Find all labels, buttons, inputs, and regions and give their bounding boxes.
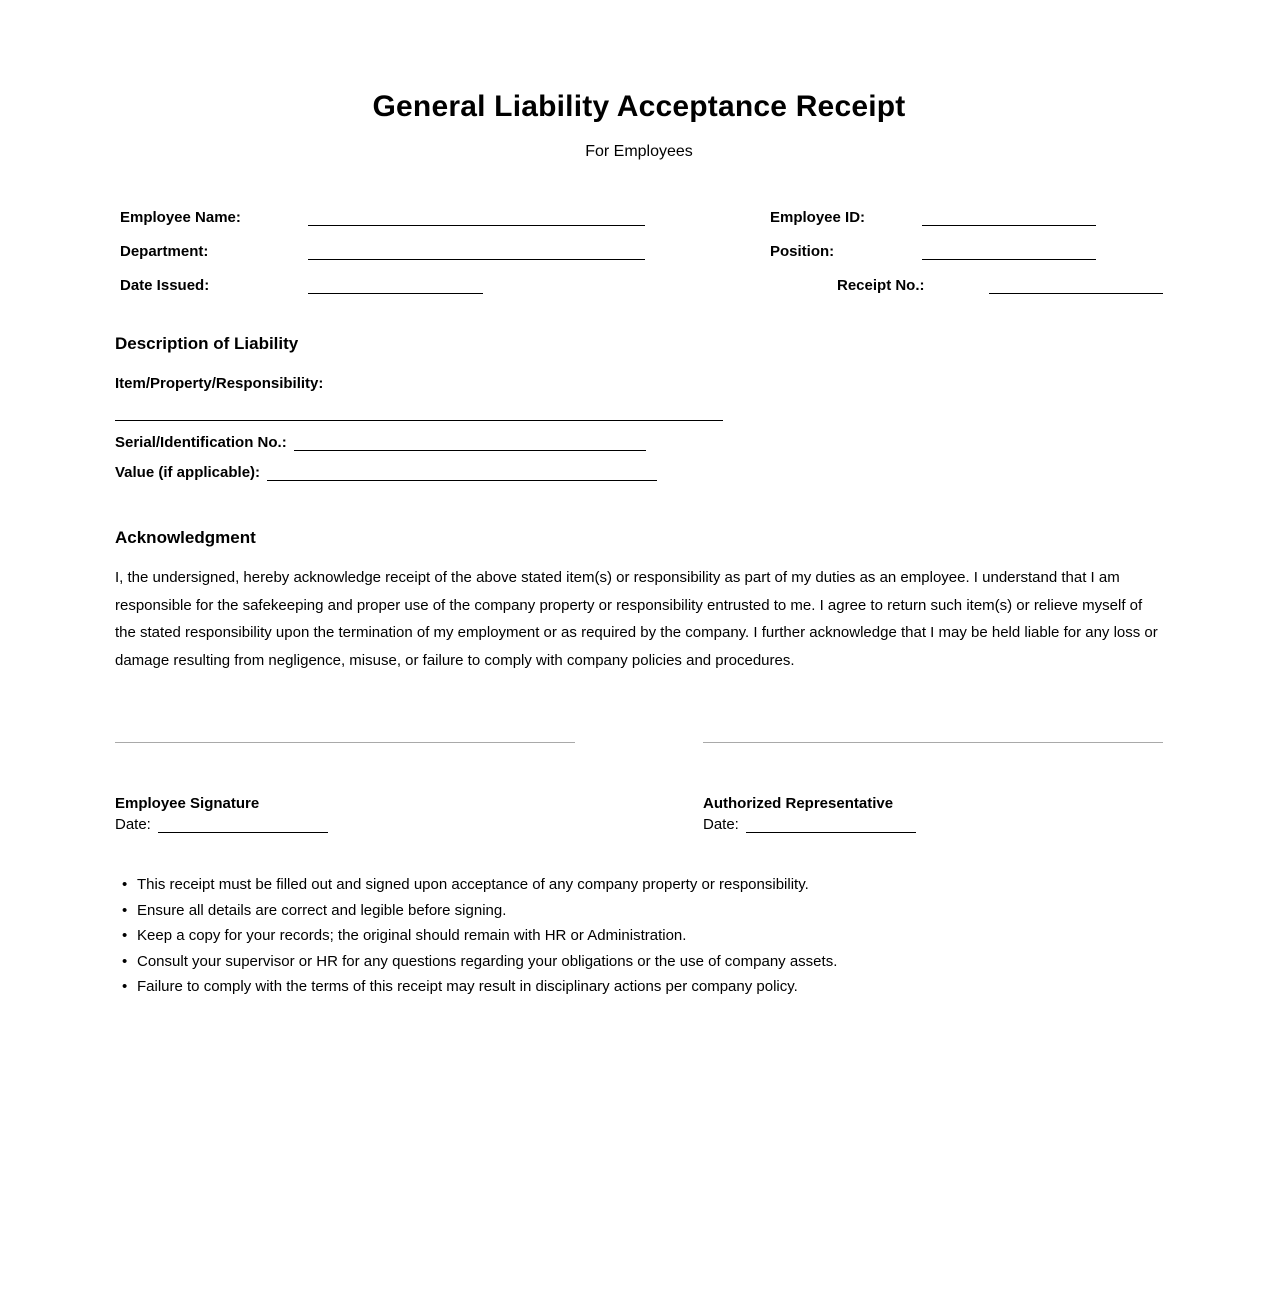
item-property-label: Item/Property/Responsibility: <box>115 375 324 392</box>
signature-blocks <box>115 795 1163 833</box>
employee-signature-title: Employee Signature <box>115 795 260 812</box>
position-field[interactable] <box>922 242 1096 260</box>
department-field[interactable] <box>308 242 645 260</box>
serial-no-field[interactable] <box>294 433 646 451</box>
employee-date-row <box>115 815 575 833</box>
representative-date-row <box>703 815 1163 833</box>
info-row-1 <box>120 207 1163 226</box>
employee-date-field[interactable] <box>158 816 328 833</box>
representative-date-field[interactable] <box>746 816 916 833</box>
receipt-no-label: Receipt No.: <box>837 277 925 294</box>
item-property-field[interactable] <box>115 392 723 421</box>
date-issued-field[interactable] <box>308 276 483 294</box>
representative-signature-title: Authorized Representative <box>703 795 894 812</box>
value-field[interactable] <box>267 463 657 481</box>
signature-lines <box>115 742 1163 743</box>
info-row-3 <box>120 275 1163 294</box>
serial-row <box>115 432 1163 451</box>
representative-signature-line[interactable] <box>703 742 1163 743</box>
serial-no-label: Serial/Identification No.: <box>115 434 287 451</box>
employee-name-field[interactable] <box>308 208 645 226</box>
employee-id-label: Employee ID: <box>770 209 866 226</box>
value-label: Value (if applicable): <box>115 464 261 481</box>
note-item: • Ensure all details are correct and legible before signing. <box>115 902 1163 920</box>
receipt-no-field[interactable] <box>989 276 1163 294</box>
employee-name-label: Employee Name: <box>120 209 241 226</box>
acknowledgment-text: I, the undersigned, hereby acknowledge receipt of the above stated item(s) or responsibility as part of my duties as an employee. I understand that I am responsible for the safekeeping and proper use of the company property or responsibility entrusted to me. I agree to return such item(s) or relieve myself of the stated responsibility upon the termination of my employment or as required by the company. I further acknowledge that I may be held liable for any loss or damage resulting from negligence, misuse, or failure to comply with company policies and procedures. <box>115 569 1158 669</box>
note-item: • Consult your supervisor or HR for any questions regarding your obligations or the use of company assets. <box>115 953 1163 971</box>
acknowledgment-heading: Acknowledgment <box>115 528 256 547</box>
value-row <box>115 462 1163 481</box>
position-label: Position: <box>770 243 835 260</box>
employee-date-label: Date: <box>115 816 151 833</box>
note-item: • This receipt must be filled out and signed upon acceptance of any company property or responsibility. <box>115 876 1163 894</box>
info-fields-section <box>120 207 1163 294</box>
date-issued-label: Date Issued: <box>120 277 210 294</box>
page-title: General Liability Acceptance Receipt <box>372 90 906 123</box>
representative-date-label: Date: <box>703 816 739 833</box>
page-subtitle: For Employees <box>585 143 693 160</box>
employee-signature-line[interactable] <box>115 742 575 743</box>
note-item: • Keep a copy for your records; the original should remain with HR or Administration. <box>115 927 1163 945</box>
notes-list <box>115 876 1163 996</box>
description-heading: Description of Liability <box>115 334 299 353</box>
department-label: Department: <box>120 243 209 260</box>
employee-signature-block <box>115 795 575 833</box>
employee-id-field[interactable] <box>922 208 1096 226</box>
note-item: • Failure to comply with the terms of this receipt may result in disciplinary actions per company policy. <box>115 978 1163 996</box>
representative-signature-block <box>703 795 1163 833</box>
info-row-2 <box>120 241 1163 260</box>
